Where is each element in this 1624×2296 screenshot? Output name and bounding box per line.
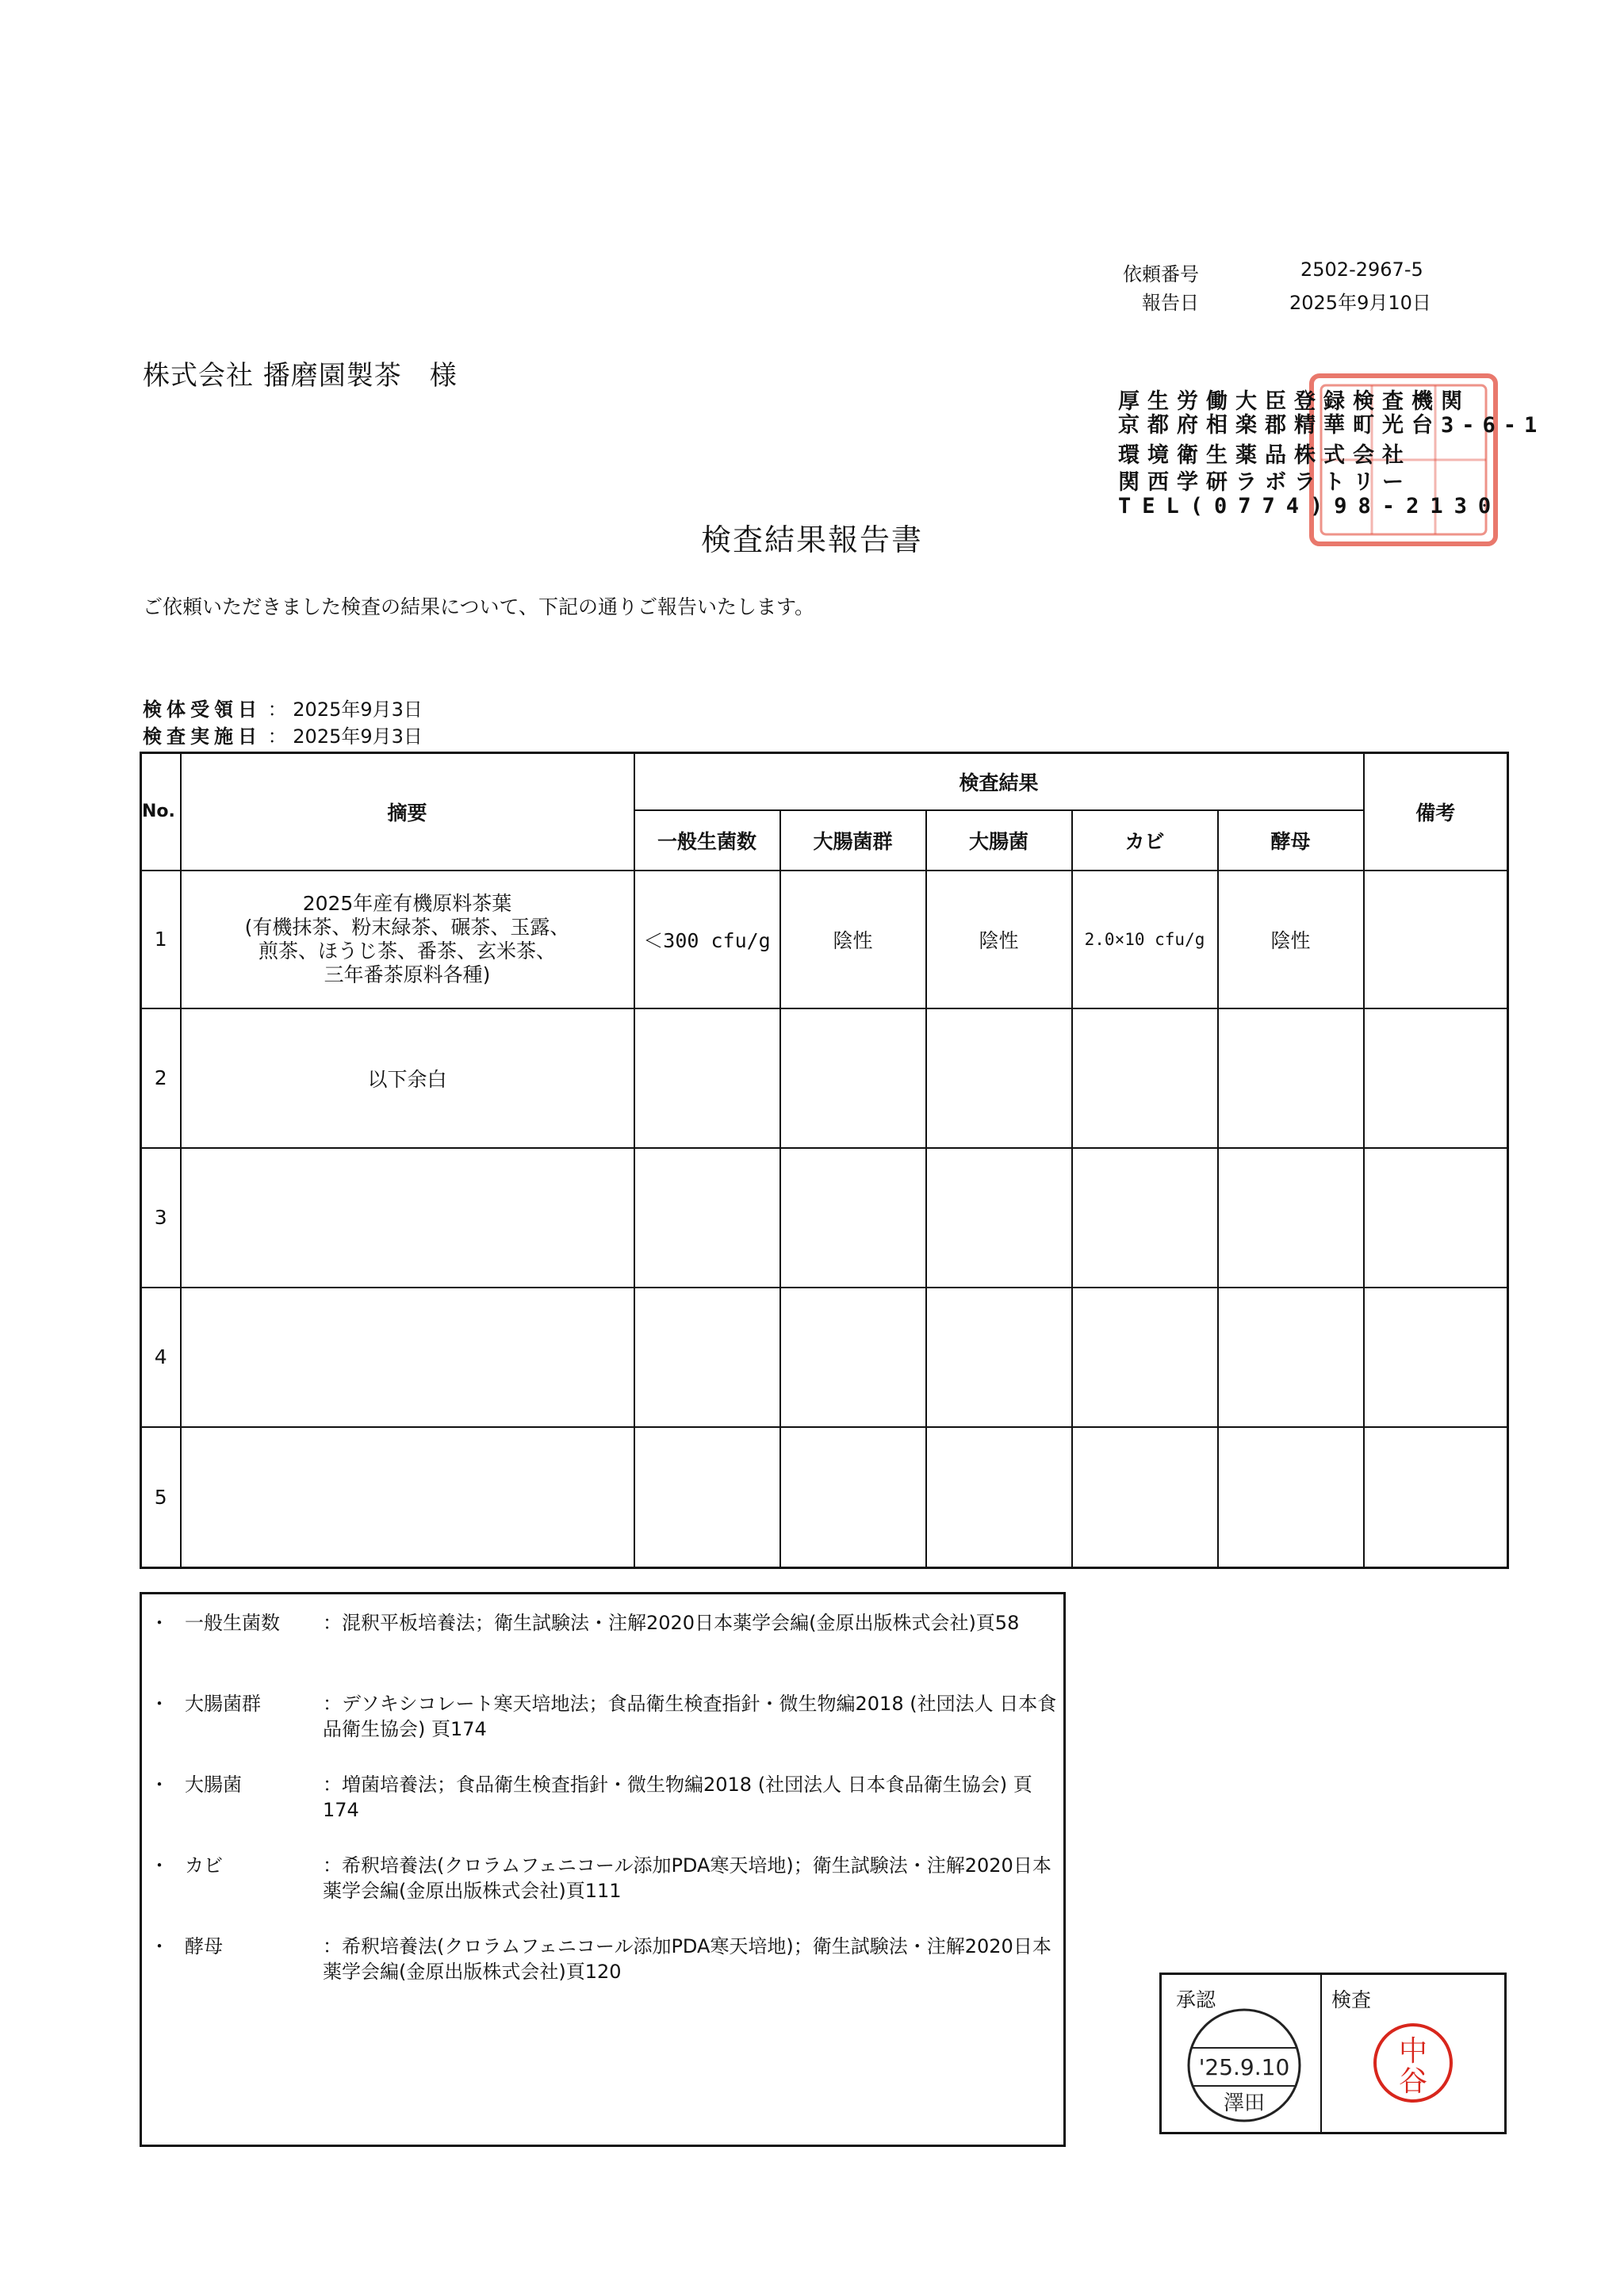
tested-date: 2025年9月3日 — [293, 725, 423, 748]
approval-box — [1159, 1973, 1507, 2134]
report-date-label: 報告日 — [1142, 292, 1199, 314]
row-summary: 2025年産有機原料茶葉 (有機抹茶、粉末緑茶、碾茶、玉露、 煎茶、ほうじ茶、番茶、玄米茶、 三年番茶原料各種) — [181, 871, 634, 1008]
table-row — [141, 871, 1508, 1008]
row-no: 2 — [141, 1008, 181, 1148]
tested-date-row: 検査実施日 ： 2025年9月3日 — [143, 725, 423, 748]
inspector-seal — [1369, 2019, 1457, 2107]
row-no: 4 — [141, 1288, 181, 1427]
received-date-label: 検体受領日 — [143, 698, 262, 721]
methods-box: ・ 一般生菌数 ：混釈平板培養法；衛生試験法・注解2020日本薬学会編(金原出版株式会社)頁58 ・ 大腸菌群 ：デソキシコレート寒天培地法；食品衛生検査指針・微生物編2018 (社団法人 日本食品衛生協会) 頁174 ・ 大腸菌 ：増菌培養法；食品衛生検査指針・微生物編2018 (社団法人 日本食品衛生協会) 頁174 ・ カビ ：希釈培養法(クロラムフェニコール添加PDA寒天培地)；衛生試験法・注解2020日本薬学会編(金原出版株式会社)頁111 ・ 酵母 ：希釈培養法(クロラムフェニコール添加PDA寒天培地)；衛生試験法・注解2020日本薬学会編(金原出版株式会社)頁120 — [140, 1592, 1066, 2147]
header-yeast: 酵母 — [1218, 810, 1364, 871]
seal-char-top: 中 — [1398, 2035, 1428, 2068]
header-remarks: 備考 — [1364, 753, 1508, 871]
result-e-coli: 陰性 — [926, 871, 1072, 1008]
results-table — [140, 752, 1509, 1569]
header-e-coli: 大腸菌 — [926, 810, 1072, 871]
header-no: No. — [141, 753, 181, 871]
received-date-row: 検体受領日 ： 2025年9月3日 — [143, 698, 423, 721]
stamp-name: 澤田 — [1223, 2091, 1266, 2115]
approval-date-stamp — [1182, 2002, 1306, 2129]
result-coliforms: 陰性 — [780, 871, 926, 1008]
header-general-bacteria: 一般生菌数 — [634, 810, 780, 871]
lab-line-2: 京都府相楽郡精華町光台3-6-1 — [1118, 413, 1545, 438]
row-no: 3 — [141, 1148, 181, 1288]
intro-text: ご依頼いただきました検査の結果について、下記の通りご報告いたします。 — [143, 595, 815, 618]
lab-line-4: 関西学研ラボラトリー — [1118, 470, 1411, 495]
table-row — [141, 1008, 1508, 1148]
table-row — [141, 1148, 1508, 1288]
header-summary: 摘要 — [181, 753, 634, 871]
row-no: 5 — [141, 1427, 181, 1568]
approve-label: 承認 — [1176, 1988, 1216, 2011]
received-date: 2025年9月3日 — [293, 698, 423, 721]
tested-date-label: 検査実施日 — [143, 725, 262, 748]
result-general-bacteria: ＜300 cfu/g — [634, 871, 780, 1008]
result-yeast: 陰性 — [1218, 871, 1364, 1008]
lab-phone: TEL(0774)98-2130 — [1118, 494, 1503, 519]
request-no-label: 依頼番号 — [1123, 263, 1199, 285]
header-mold: カビ — [1072, 810, 1218, 871]
client-name: 株式会社 播磨園製茶 様 — [143, 360, 458, 392]
document-title: 検査結果報告書 — [701, 522, 924, 557]
stamp-date: '25.9.10 — [1198, 2054, 1290, 2080]
request-no: 2502-2967-5 — [1300, 258, 1423, 281]
report-date: 2025年9月10日 — [1289, 292, 1431, 314]
header-coliforms: 大腸菌群 — [780, 810, 926, 871]
row-no: 1 — [141, 871, 181, 1008]
lab-line-3: 環境衛生薬品株式会社 — [1118, 443, 1411, 468]
row-summary: 以下余白 — [181, 1008, 634, 1148]
inspect-label: 検査 — [1331, 1988, 1372, 2011]
table-row — [141, 1288, 1508, 1427]
table-row — [141, 1427, 1508, 1568]
header-results: 検査結果 — [634, 753, 1364, 810]
result-mold: 2.0×10 cfu/g — [1072, 871, 1218, 1008]
row-remarks — [1364, 871, 1508, 1008]
seal-char-bottom: 谷 — [1398, 2065, 1428, 2098]
lab-line-1: 厚生労働大臣登録検査機関 — [1118, 389, 1470, 414]
